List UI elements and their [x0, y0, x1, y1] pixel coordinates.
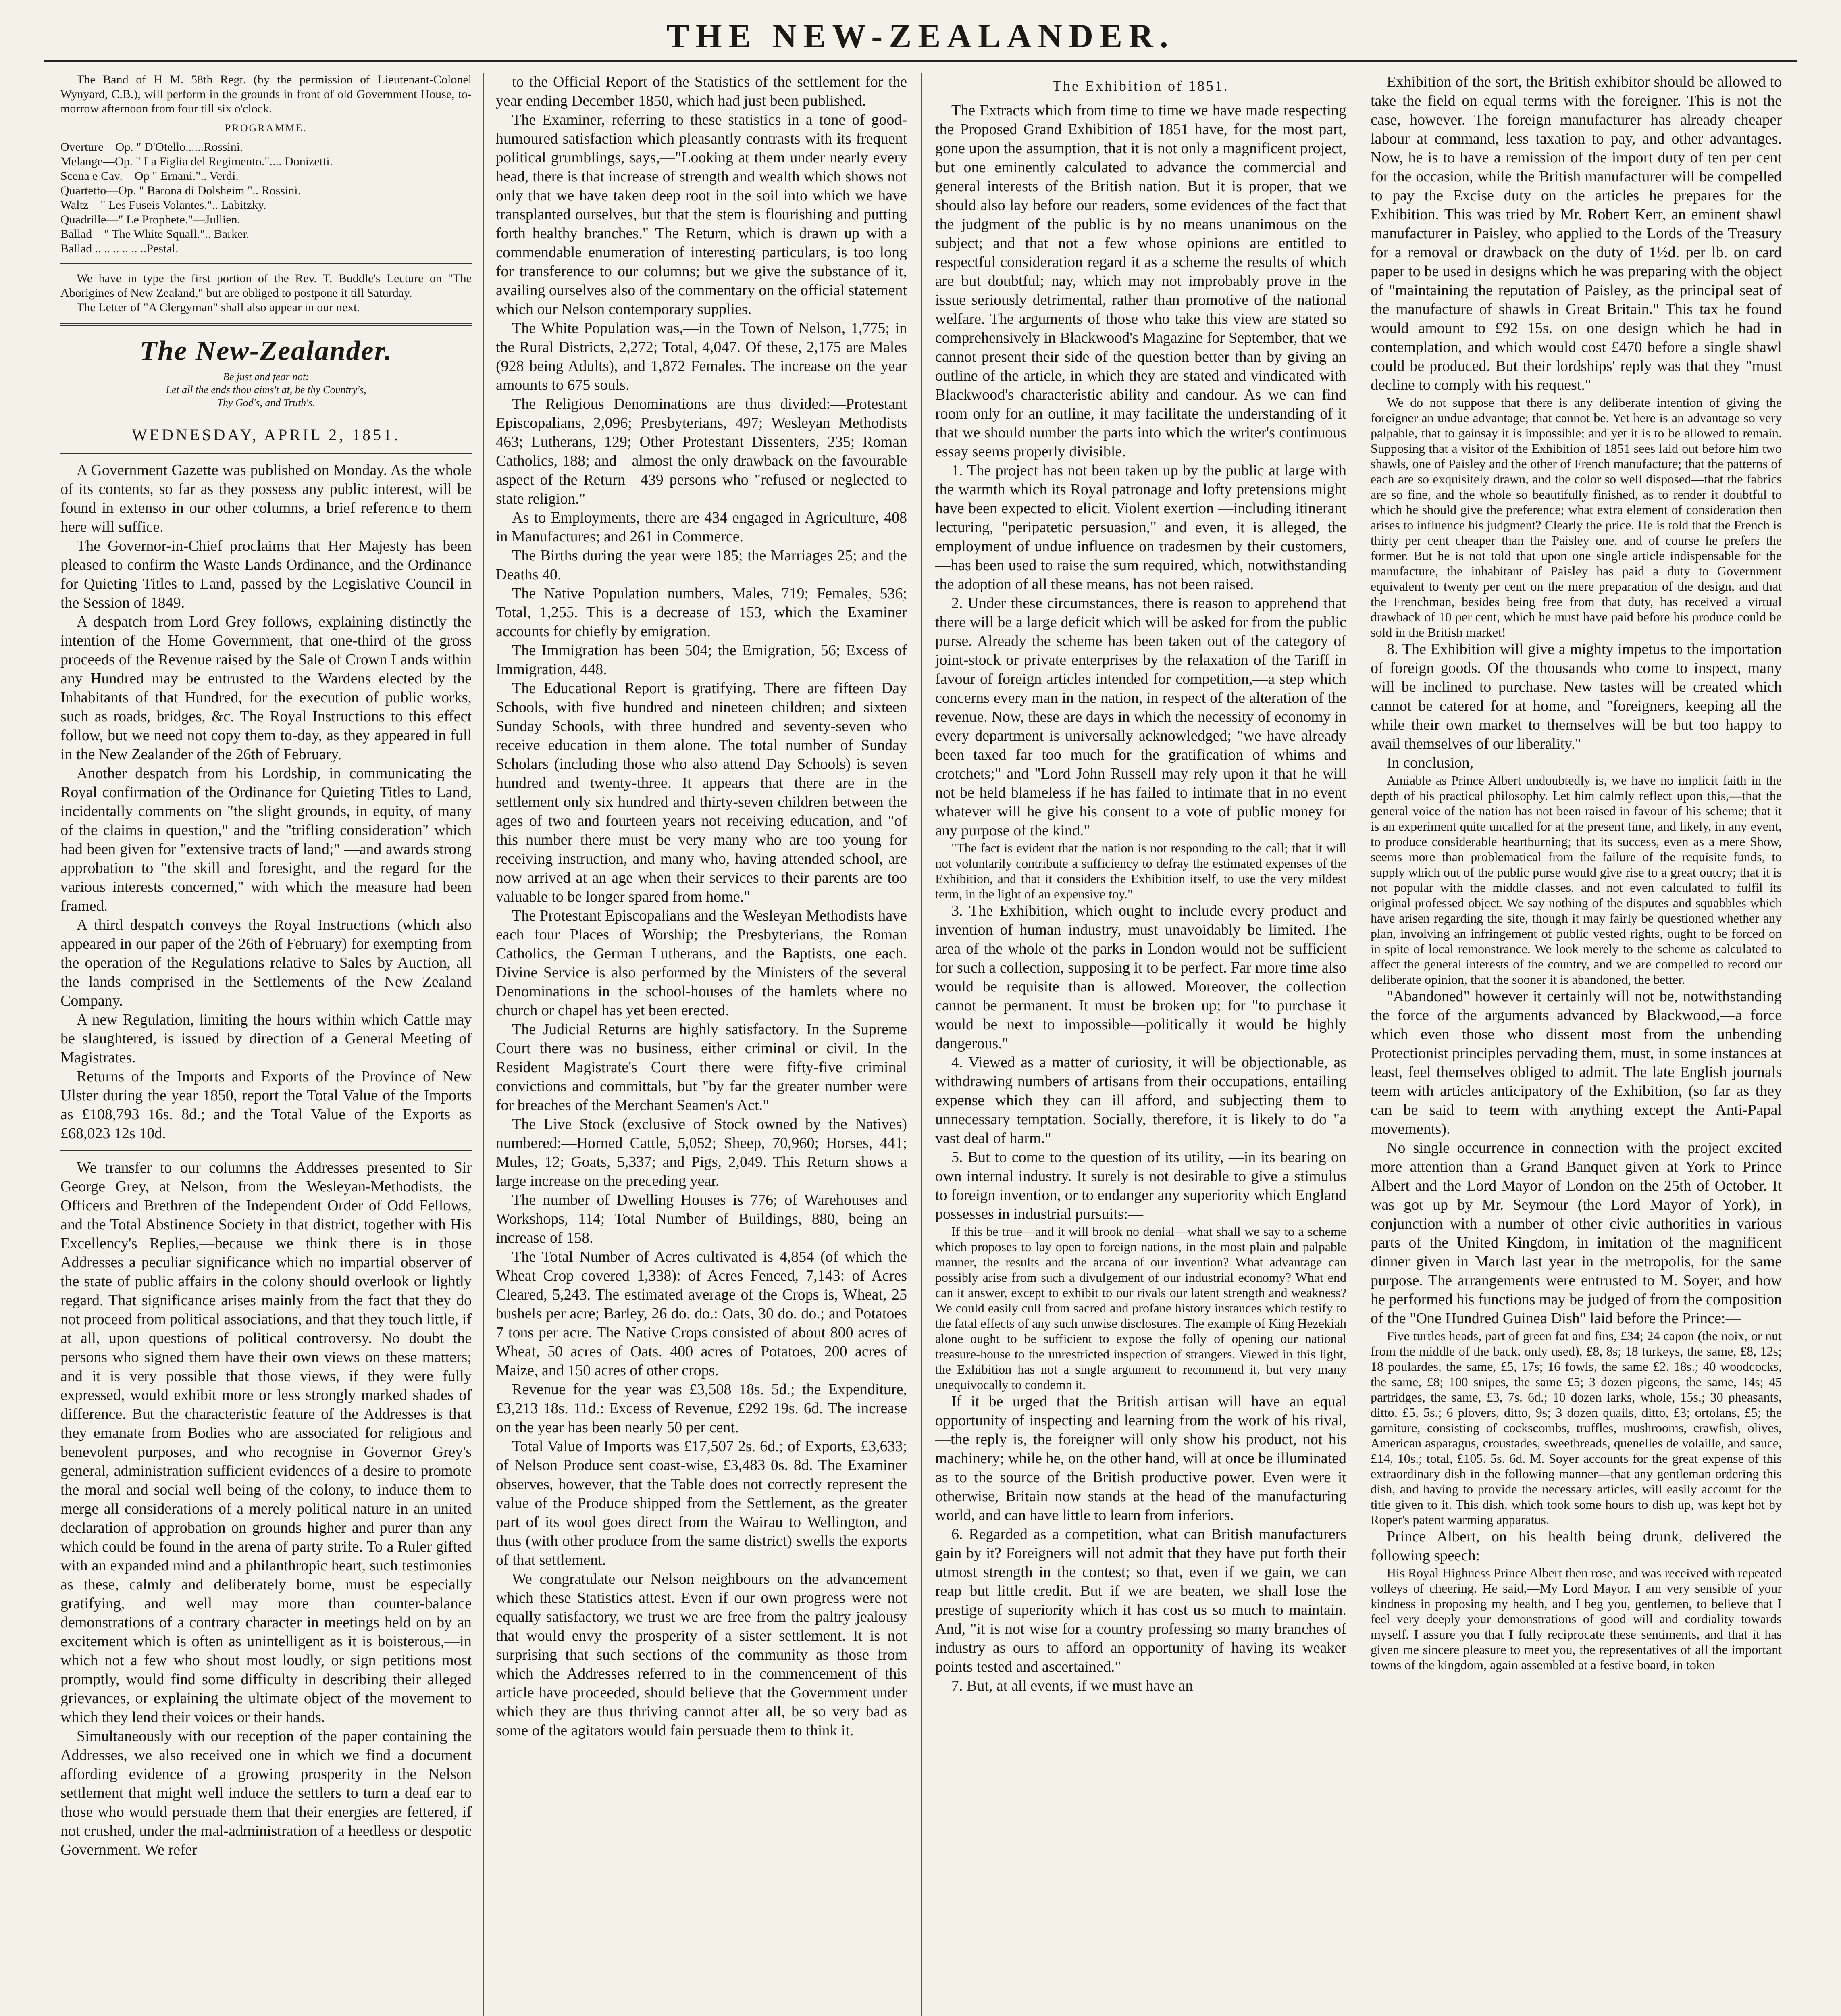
- paragraph: The Letter of "A Clergyman" shall also appear in our next.: [77, 301, 360, 314]
- paragraph: 6. Regarded as a competition, what can British manufacturers gain by it? Foreigners will not admit that they have put forth their utmost strength in the contest; so that, even if we gain, we can reap but little credit. But if we are beaten, we shall lose the prestige of superiority which it has cost us so much to maintain. And, "it is not wise for a country professing so many branches of industry as ours to afford an opportunity of having its weaker points tested and ascertained.": [935, 1526, 1346, 1675]
- lecture-notice: [60, 271, 472, 315]
- quote-text: If this be true—and it will brook no denial—what shall we say to a scheme which proposes to lay open to foreign nations, in the most plain and palpable manner, the results and the arcana of our invention? What advantage can possibly arise from such a divulgement of our industrial economy? What end can it answer, except to exhibit to our rivals our latent strength and weakness? We could easily cull from sacred and profane history instances which testify to the fatal effects of any such unwise disclosures. The example of King Hezekiah alone ought to be sufficient to expose the folly of opening our national treasure-house to the unrestricted inspection of strangers. Viewed in this light, the Exhibition has not a single argument to recommend it, but very many unequivocally to condemn it.: [935, 1224, 1346, 1392]
- paper-title-block: [60, 334, 472, 368]
- programme-item: Scena e Cav.—Op " Ernani.".. Verdi.: [60, 169, 239, 183]
- paragraph: to the Official Report of the Statistics of the settlement for the year ending December 1850, which had just been published.: [496, 73, 907, 109]
- paragraph: 5. But to come to the question of its utility, —in its bearing on own internal industry. It surely is not desirable to give a stimulus to foreign invention, or to endanger any superiority which England possesses in industrial pursuits:—: [935, 1149, 1346, 1223]
- paragraph: No single occurrence in connection with the project excited more attention than a Grand Banquet given at York to Prince Albert and the Lord Mayor of London on the 25th of October. It was got up by Mr. Seymour (the Lord Mayor of York), in conjunction with a number of other civic authorities in various parts of the United Kingdom, in imitation of the magnificent dinner given in March last year in the metropolis, for the same purpose. The arrangements were entrusted to M. Soyer, and how he performed his functions may be judged of from the composition of the "One Hundred Guinea Dish" laid before the Prince:—: [1371, 1139, 1782, 1327]
- programme-list: [60, 140, 472, 256]
- paragraph: The number of Dwelling Houses is 776; of Warehouses and Workshops, 114; Total Number of Buildings, 880, being an increase of 158.: [496, 1191, 907, 1246]
- exhibition-article-part-4: [1371, 73, 1782, 395]
- band-notice: [60, 73, 472, 116]
- blackwood-quote: [1371, 395, 1782, 640]
- quote-text: Amiable as Prince Albert undoubtedly is, we have no implicit faith in the depth of his practical philosophy. Let him calmly reflect upon this,—that the general voice of the nation has not been raised in favour of his scheme; that it is an experiment quite uncalled for at the present time, and likely, in any event, to produce considerable heartburning; that its success, even as a mere Show, seems more than problematical from the failure of the requisite funds, to supply which out of the public purse would give rise to a great outcry; that it is not popular with the middle classes, and not even calculated to fulfil its original professed object. We say nothing of the disputes and squabbles which have arisen regarding the site, though it may fairly be questioned whether any plan, involving an infringement of public vested rights, ought to be forced on in spite of local remonstrance. We look merely to the scheme as calculated to affect the general interests of the country, and we are compelled to record our deliberate opinion, that the sooner it is abandoned, the better.: [1371, 773, 1782, 987]
- programme-item: Quartetto—Op. " Barona di Dolsheim ".. Rossini.: [60, 184, 301, 197]
- paragraph: We congratulate our Nelson neighbours on the advancement which these Statistics attest. Even if our own progress were not equally satisfactory, we trust we are free from the paltry jealousy that would envy the prosperity of a sister settlement. It is not surprising that such sections of the community as those from which the Addresses referred to in the commencement of this article have proceeded, should believe that the Government under which they are thus thriving cannot after all, be so very bad as some of the agitators would fain persuade them to think it.: [496, 1570, 907, 1739]
- exhibition-article-part-1: [935, 101, 1346, 840]
- column-2: [496, 73, 907, 2016]
- exhibition-article-part-5: [1371, 640, 1782, 773]
- paragraph: "Abandoned" however it certainly will not be, notwithstanding the force of the arguments advanced by Blackwood,—a force which even those who dissent most from the unbending Protectionist principles pervading them, must, in some instances at least, feel themselves obliged to admit. The late English journals teem with articles anticipatory of the Exhibition, (so far as they can be said to teem with anything except the Anti-Papal movements).: [1371, 988, 1782, 1137]
- column-4: [1371, 73, 1782, 2016]
- blackwood-quote: [935, 1224, 1346, 1392]
- paragraph: The Births during the year were 185; the Marriages 25; and the Deaths 40.: [496, 547, 907, 583]
- column-divider: [483, 73, 484, 2016]
- blackwood-quote: [1371, 773, 1782, 987]
- quote-text: His Royal Highness Prince Albert then rose, and was received with repeated volleys of cheering. He said,—My Lord Mayor, I am very sensible of your kindness in proposing my health, and I beg you, gentlemen, to believe that I feel very deeply your demonstrations of good will and cordiality towards myself. I assure you that I fully reciprocate these sentiments, and that it has given me sincere pleasure to meet you, the representatives of all the important towns of the kingdom, again assembled at a festive board, in token: [1371, 1566, 1782, 1672]
- paragraph: The Protestant Episcopalians and the Wesleyan Methodists have each four Places of Worship; the Presbyterians, the Roman Catholics, the German Lutherans, and the Baptists, one each. Divine Service is also performed by the Ministers of the several Denominations in the school-houses of the hamlets where no church or chapel has yet been erected.: [496, 907, 907, 1019]
- divider: [60, 1150, 472, 1151]
- programme-item: Ballad—" The White Squall.".. Barker.: [60, 227, 250, 241]
- exhibition-article-part-7: [1371, 1527, 1782, 1565]
- paragraph: The Governor-in-Chief proclaims that Her Majesty has been pleased to confirm the Waste Lands Ordinance, and the Ordinance for Quieting Titles to Land, passed by the Legislative Council in the Session of 1849.: [60, 537, 472, 611]
- paragraph: The Educational Report is gratifying. There are fifteen Day Schools, with five hundred and nineteen children; and sixteen Sunday Schools, with three hundred and seventy-seven who receive education in them alone. The total number of Sunday Scholars (including those who also attend Day Schools) is seven hundred and twenty-three. It appears that there are in the settlement only six hundred and thirty-seven children between the ages of two and fourteen years not receiving education, and "of this number there must be very many who are too young for receiving instruction, and many who, having attended school, are now arrived at an age when their services to their parents are too valuable to be longer spared from home.": [496, 680, 907, 905]
- paragraph: We transfer to our columns the Addresses presented to Sir George Grey, at Nelson, from the Wesleyan-Methodists, the Officers and Brethren of the Independent Order of Odd Fellows, and the Total Abstinence Society in that district, together with His Excellency's Replies,—because we think there is in those Addresses a peculiar significance which no impartial observer of the state of public affairs in the colony should overlook or lightly regard. That significance arises mainly from the fact that they do not proceed from political associations, and that they touch little, if at all, upon questions of political controversy. No doubt the persons who signed them have their own views on these matters; and it is very possible that those views, if they were fully expressed, would exhibit more or less strongly marked shades of difference. But the characteristic feature of the Addresses is that they emanate from Bodies who are associated for religious and benevolent purposes, and who recognise in Governor Grey's general, administration sufficient evidences of a desire to promote the moral and social well being of the colony, to induce them to merge all considerations of a merely political nature in an united declaration of approbation on grounds higher and purer than any which could be found in the arena of party strife. To a Ruler gifted with an expanded mind and a philanthropic heart, such testimonies as these, calmly and deliberately borne, must be especially gratifying, and well may more than counter-balance demonstrations of a contrary character in meetings held on by an excitement which is often as unintelligent as it is boisterous,—in which not a few who shout most loudly, or sign petitions most promptly, would find some difficulty in describing their alleged grievances, or explaining the ultimate object of the movement to which they lend their voices or their hands.: [60, 1159, 472, 1726]
- paragraph: Total Value of Imports was £17,507 2s. 6d.; of Exports, £3,633; of Nelson Produce sent coast-wise, £3,483 0s. 8d. The Examiner observes, however, that the Table does not correctly represent the value of the Produce shipped from the Settlement, as the greater part of its wool goes direct from the Wairau to Wellington, and thus (with other produce from the same district) swells the exports of that settlement.: [496, 1438, 907, 1568]
- paragraph: The Judicial Returns are highly satisfactory. In the Supreme Court there was no business, either criminal or civil. In the Resident Magistrate's Court there were fifty-five criminal convictions and committals, but "by far the greater number were for breaches of the Merchant Seamen's Act.": [496, 1021, 907, 1114]
- quote-text: We do not suppose that there is any deliberate intention of giving the foreigner an undue advantage; that cannot be. Yet here is an advantage so very palpable, that to gainsay it is impossible; and yet it is to be allowed to remain. Supposing that a visitor of the Exhibition of 1851 sees laid out before him two shawls, one of Paisley and the other of French manufacture; that the patterns of each are so exquisitely drawn, and the color so well disposed—that the fabrics are so fine, and the whole so beautifully finished, as to render it doubtful to which he should give the preference; what extra element of consideration then arises to influence his judgment? Clearly the price. He is told that the French is thirty per cent cheaper than the Paisley one, and of course he prefers the former. But he is not told that upon one single article indispensable for the manufacture, the inhabitant of Paisley has paid a duty to Government equivalent to twenty per cent on the mere preparation of the design, and that the Frenchman, besides being free from that duty, has received a virtual drawback of 10 per cent, which he must have paid before his produce could be sold in the British market!: [1371, 395, 1782, 639]
- masthead-rule: [44, 60, 1797, 62]
- editorial-nelson-addresses: [60, 1158, 472, 1860]
- exhibition-article-part-3: [935, 1392, 1346, 1695]
- paragraph: The Live Stock (exclusive of Stock owned by the Natives) numbered:—Horned Cattle, 5,052; Sheep, 70,960; Horses, 441; Mules, 12; Goats, 5,337; and Pigs, 2,049. This Return shows a large increase on the preceding year.: [496, 1116, 907, 1189]
- motto: [60, 371, 472, 409]
- divider: [60, 263, 472, 264]
- exhibition-article-part-2: [935, 902, 1346, 1224]
- column-divider: [921, 73, 922, 2016]
- paragraph: 4. Viewed as a matter of curiosity, it will be objectionable, as withdrawing numbers of artisans from their occupations, entailing expense which they can ill afford, and subjecting them to unnecessary temptation. Socially, therefore, it is likely to do "a vast deal of harm.": [935, 1054, 1346, 1147]
- programme-title: PROGRAMME.: [225, 122, 308, 134]
- divider: [60, 453, 472, 454]
- banquet-menu-quote: [1371, 1328, 1782, 1527]
- paper-title: The New-Zealander.: [139, 335, 393, 367]
- paragraph: 8. The Exhibition will give a mighty impetus to the importation of foreign goods. Of the thousands who come to inspect, many will be inclined to purchase. New tastes will be created which cannot be catered for at home, and "foreigners, keeping all the while their own market to themselves will be but too happy to avail themselves of our liberality.": [1371, 641, 1782, 752]
- paragraph: The Examiner, referring to these statistics in a tone of good-humoured satisfaction which pleasantly contrasts with its frequent political grumblings, says,—"Looking at them under nearly every head, there is that increase of strength and wealth which shows not only that we have taken deep root in the soil into which we have transplanted ourselves, but that the stem is flourishing and putting forth healthy branches." The Return, which is drawn up with a commendable enumeration of interesting particulars, is too long for transference to our columns; but we give the substance of it, availing ourselves also of the commentary on the official statement which our Nelson contemporary supplies.: [496, 111, 907, 318]
- blackwood-quote: [935, 840, 1346, 902]
- section-title: The Exhibition of 1851.: [1053, 78, 1229, 94]
- paragraph: The Native Population numbers, Males, 719; Females, 536; Total, 1,255. This is a decrease of 153, which the Examiner accounts for chiefly by emigration.: [496, 585, 907, 640]
- programme-item: Waltz—" Les Fuseis Volantes.".. Labitzky.: [60, 198, 266, 212]
- divider-double: [60, 323, 472, 326]
- paragraph: We have in type the first portion of the Rev. T. Buddle's Lecture on "The Aborigines of New Zealand," but are obliged to postpone it till Saturday.: [60, 272, 472, 300]
- paragraph: Returns of the Imports and Exports of the Province of New Ulster during the year 1850, report the Total Value of the Imports as £108,793 16s. 8d.; and the Total Value of the Exports as £68,023 12s 10d.: [60, 1068, 472, 1142]
- paragraph: Simultaneously with our reception of the paper containing the Addresses, we also received one in which we find a document affording evidence of a growing prosperity in the Nelson settlement that might well induce the settlers to turn a deaf ear to those who would persuade them that their energies are fettered, if not crushed, under the mal-administration of a heedless or despotic Government. We refer: [60, 1728, 472, 1858]
- paragraph: The Total Number of Acres cultivated is 4,854 (of which the Wheat Crop covered 1,338): of Acres Fenced, 7,143: of Acres Cleared, 5,243. The estimated average of the Crops is, Wheat, 25 bushels per acre; Barley, 26 do. do.: Oats, 30 do. do.; and Potatoes 7 tons per acre. The Native Crops consisted of about 800 acres of Wheat, 50 acres of Oats. 400 acres of Potatoes, 200 acres of Maize, and 150 acres of other crops.: [496, 1248, 907, 1379]
- quote-text: Five turtles heads, part of green fat and fins, £34; 24 capon (the noix, or nut from the middle of the back, only used), £8, 8s; 18 turkeys, the same, £8, 12s; 18 poulardes, the same, £5, 17s; 16 fowls, the same £2. 18s.; 40 woodcocks, the same, £8; 100 snipes, the same £5; 3 dozen pigeons, the same, 14s; 45 partridges, the same, £3, 7s. 6d.; 10 dozen larks, whole, 15s.; 30 pheasants, ditto, £5, 5s.; 6 plovers, ditto, 9s; 3 dozen quails, ditto, £3; ortolans, £5; the garniture, consisting of cockscombs, truffles, mushrooms, crawfish, olives, American asparagus, croustades, sweetbreads, quenelles de volaille, and sauce, £14, 10s.; total, £105. 5s. 6d. M. Soyer accounts for the great expense of this extraordinary dish in the following manner—that any gentleman ordering this dish, and having to provide the necessary articles, will easily account for the title given to it. This dish, which took some hours to dish up, was kept hot by Roper's patent warming apparatus.: [1371, 1329, 1782, 1527]
- column-3: [935, 73, 1346, 2016]
- exhibition-article-part-6: [1371, 987, 1782, 1328]
- paragraph: A third despatch conveys the Royal Instructions (which also appeared in our paper of the 26th of February) for exempting from the operation of the Regulations relative to Sales by Auction, all the lands comprised in the Settlements of the New Zealand Company.: [60, 916, 472, 1009]
- paragraph: As to Employments, there are 434 engaged in Agriculture, 408 in Manufactures; and 261 in Commerce.: [496, 509, 907, 545]
- motto-line: Thy God's, and Truth's.: [217, 397, 315, 408]
- paragraph: 2. Under these circumstances, there is reason to apprehend that there will be a large deficit which will be asked for from the public purse. Already the scheme has been taken out of the category of joint-stock or private enterprises by the relaxation of the Tariff in favour of foreign articles intended for competition,—a step which concerns every man in the nation, in respect of the alteration of the revenue. Now, these are days in which the necessity of economy in every department is universally acknowledged; "we have already been taxed far too much for the gratification of whims and crotchets;" and "Lord John Russell may rely upon it that he will not be held blameless if he has failed to intimate that in no event whatever will he give his consent to a vote of public money for any purpose of the kind.": [935, 595, 1346, 839]
- paragraph: 3. The Exhibition, which ought to include every product and invention of human industry, must unavoidably be limited. The area of the whole of the parks in London would not be sufficient for such a collection, supposing it to be perfect. Far more time also would be requisite than is allowed. Moreover, the collection cannot be permanent. It must be broken up; for "to purchase it would be next to impossible—politically it would be highly dangerous.": [935, 902, 1346, 1052]
- motto-line: Be just and fear not:: [223, 371, 309, 383]
- paragraph: 1. The project has not been taken up by the public at large with the warmth which its Royal patronage and lofty pretensions might have been expected to elicit. Violent exertion —including itinerant lecturing, "peripatetic persuasion," and even, it is alleged, the employment of undue influence on tradesmen by their customers,—has been used to raise the sum required, which, notwithstanding the adoption of all these means, has not been raised.: [935, 462, 1346, 593]
- programme-item: Melange—Op. " La Figlia del Regimento.".... Donizetti.: [60, 155, 333, 168]
- programme-item: Ballad .. .. .. .. .. ..Pestal.: [60, 242, 179, 255]
- paragraph: 7. But, at all events, if we must have an: [951, 1677, 1193, 1694]
- paragraph: Another despatch from his Lordship, in communicating the Royal confirmation of the Ordinance for Quieting Titles to Land, incidentally comments on "the slight grounds, in equity, of many of the claims in question," and the "trifling consideration" which had been given for "extensive tracts of land;" —and awards strong approbation to "the skill and foresight, and the regard for the various interests concerned," with which the measure had been framed.: [60, 765, 472, 914]
- paragraph: Exhibition of the sort, the British exhibitor should be allowed to take the field on equal terms with the foreigner. This is not the case, however. The foreign manufacturer has already cheaper labour at command, less taxation to pay, and other advantages. Now, he is to have a remission of the import duty of ten per cent for the occasion, while the British manufacturer will be compelled to pay the Excise duty on the articles he prepares for the Exhibition. This was tried by Mr. Robert Kerr, an eminent shawl manufacturer in Paisley, who applied to the Lords of the Treasury for a removal or drawback on the duty of 1½d. per lb. on card paper to be used in designs which he was preparing with the object of "maintaining the reputation of Paisley, as the principal seat of the manufacture of shawls in Great Britain." This tax he found would amount to £92 15s. on one design which he had in contemplation, and which would cost £470 before a single shawl could be produced. But their lordships' reply was that they "must decline to comply with his request.": [1371, 73, 1782, 394]
- paragraph: If it be urged that the British artisan will have an equal opportunity of inspecting and learning from the work of his rival,—the reply is, the foreigner will only show his product, not his machinery; while he, on the other hand, will at once be illuminated as to the source of the British productive power. Even were it otherwise, Britain now stands at the head of the manufacturing world, and can have little to learn from inferiors.: [935, 1393, 1346, 1524]
- programme-item: Quadrille—" Le Prophete."—Jullien.: [60, 213, 241, 226]
- dateline: WEDNESDAY, APRIL 2, 1851.: [131, 426, 401, 444]
- paragraph: The White Population was,—in the Town of Nelson, 1,775; in the Rural Districts, 2,272; Total, 4,047. Of these, 2,175 are Males (928 being Adults), and 1,872 Females. The increase on the year amounts to 675 souls.: [496, 320, 907, 394]
- programme-item: Overture—Op. " D'Otello......Rossini.: [60, 140, 243, 154]
- prince-speech-quote: [1371, 1565, 1782, 1672]
- motto-line: Let all the ends thou aims't at, be thy Country's,: [166, 384, 366, 396]
- masthead: THE NEW-ZEALANDER.: [666, 17, 1175, 55]
- paragraph: A Government Gazette was published on Monday. As the whole of its contents, so far as they possess any public interest, will be found in extenso in our other columns, a brief reference to them here will suffice.: [60, 462, 472, 535]
- paragraph: A new Regulation, limiting the hours within which Cattle may be slaughtered, is issued by direction of a General Meeting of Magistrates.: [60, 1011, 472, 1066]
- paragraph: A despatch from Lord Grey follows, explaining distinctly the intention of the Home Government, that one-third of the gross proceeds of the Revenue raised by the Sale of Crown Lands within any Hundred may be entrusted to the Wardens elected by the Inhabitants of that Hundred, for the execution of public works, such as roads, bridges, &c. The Royal Instructions to this effect follow, but we need not copy them to-day, as they appeared in full in the New Zealander of the 26th of February.: [60, 613, 472, 763]
- paragraph: The Religious Denominations are thus divided:—Protestant Episcopalians, 2,096; Presbyterians, 497; Wesleyan Methodists 463; Lutherans, 129; Other Protestant Dissenters, 235; Roman Catholics, 188; and—almost the only drawback on the favourable aspect of the Return—439 persons who "refused or neglected to state religion.": [496, 396, 907, 507]
- paragraph: The Band of H M. 58th Regt. (by the permission of Lieutenant-Colonel Wynyard, C.B.), will perform in the grounds in front of old Government House, to-morrow afternoon from four till six o'clock.: [60, 73, 472, 115]
- nelson-statistics-article: [496, 73, 907, 1740]
- column-1: [60, 73, 472, 2016]
- paragraph: The Extracts which from time to time we have made respecting the Proposed Grand Exhibition of 1851 have, for the most part, gone upon the assumption, that it is not only a magnificent project, but one eminently calculated to advance the commercial and general interests of the British nation. But it is proper, that we should also lay before our readers, some evidences of the fact that the judgment of the public is by no means unanimous on the subject; and that not a few whose opinions are entitled to respectful consideration regard it as a scheme the results of which are but doubtful; nay, which may not improbably prove in the issue seriously detrimental, rather than promotive of the national welfare. The arguments of those who take this view are stated so comprehensively in Blackwood's Magazine for September, that we cannot present their side of the question better than by giving an outline of the article, in which they are stated and vindicated with Blackwood's characteristic ability and candour. As we can find room only for an outline, it may facilitate the understanding of it that we should number the parts into which the writer's continuous essay seems properly divisible.: [935, 102, 1346, 460]
- paragraph: The Immigration has been 504; the Emigration, 56; Excess of Immigration, 448.: [496, 642, 907, 678]
- quote-text: "The fact is evident that the nation is not responding to the call; that it will not voluntarily contribute a sufficiency to defray the estimated expenses of the Exhibition, and that it considers the Exhibition itself, to use the very mildest term, in the light of an expensive toy.": [935, 841, 1346, 901]
- editorial-gazette: [60, 461, 472, 1143]
- paragraph: In conclusion,: [1387, 754, 1474, 771]
- paragraph: Prince Albert, on his health being drunk, delivered the following speech:: [1371, 1528, 1782, 1564]
- paragraph: Revenue for the year was £3,508 18s. 5d.; the Expenditure, £3,213 18s. 11d.: Excess of Revenue, £292 19s. 6d. The increase on the year has been nearly 50 per cent.: [496, 1381, 907, 1436]
